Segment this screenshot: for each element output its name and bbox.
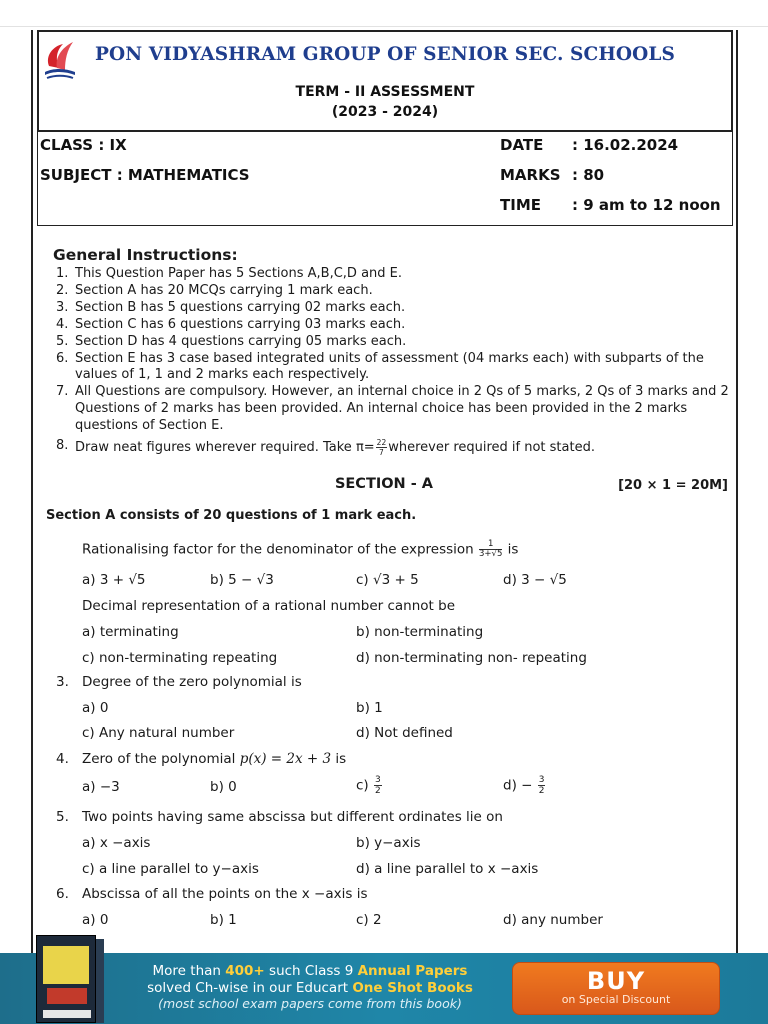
- assessment-title: TERM - II ASSESSMENT: [295, 84, 475, 100]
- class-info: CLASS : IX: [40, 136, 127, 154]
- promo-text: [112, 963, 508, 1013]
- q4-option-b: b) 0: [210, 779, 237, 795]
- question-5-number: 5.: [56, 809, 69, 825]
- subject-info: SUBJECT : MATHEMATICS: [40, 166, 250, 184]
- q1-option-c: c) √3 + 5: [356, 572, 419, 588]
- q5-option-b: b) y−axis: [356, 835, 421, 851]
- q5-option-c: c) a line parallel to y−axis: [82, 861, 259, 877]
- date-value: : 16.02.2024: [572, 136, 679, 154]
- instructions-list: [56, 266, 730, 457]
- q4-option-a: a) −3: [82, 779, 120, 795]
- polynomial-expression: p(x) = 2x + 3: [239, 751, 332, 767]
- time-label: TIME: [500, 196, 541, 214]
- book-stack-icon: [36, 935, 108, 1024]
- q6-option-d: d) any number: [503, 912, 603, 928]
- question-1: Rationalising factor for the denominator of the expression $\frac{1}{3+√5}$ is: [82, 539, 519, 559]
- q1-option-a: a) 3 + √5: [82, 572, 146, 588]
- q1-option-d: d) 3 − √5: [503, 572, 567, 588]
- question-5: Two points having same abscissa but different ordinates lie on: [82, 809, 503, 825]
- q3-option-b: b) 1: [356, 700, 383, 716]
- q6-option-a: a) 0: [82, 912, 109, 928]
- q4-option-d: d) − $\frac{3}{2}$: [503, 775, 545, 796]
- marks-value: : 80: [572, 166, 605, 184]
- buy-button[interactable]: [512, 962, 720, 1015]
- section-marks: [20 × 1 = 20M]: [618, 478, 728, 493]
- marks-label: MARKS: [500, 166, 561, 184]
- q6-option-b: b) 1: [210, 912, 237, 928]
- q5-option-d: d) a line parallel to x −axis: [356, 861, 539, 877]
- top-divider: [0, 26, 768, 27]
- q2-option-c: c) non-terminating repeating: [82, 650, 278, 666]
- question-6-number: 6.: [56, 886, 69, 902]
- q4-option-c: c) $\frac{3}{2}$: [356, 775, 381, 796]
- q3-option-c: c) Any natural number: [82, 725, 235, 741]
- pi-fraction: $\frac{22}{7}$: [376, 438, 387, 458]
- q6-option-c: c) 2: [356, 912, 382, 928]
- question-3: Degree of the zero polynomial is: [82, 674, 302, 690]
- buy-sublabel: on Special Discount: [561, 993, 671, 1006]
- q3-option-d: d) Not defined: [356, 725, 453, 741]
- q1-option-b: b) 5 − √3: [210, 572, 274, 588]
- instruction-item: 4. Section C has 6 questions carrying 03 marks each.: [56, 316, 406, 332]
- instruction-item: 1. This Question Paper has 5 Sections A,B,C,D and E.: [56, 266, 403, 281]
- instructions-title: General Instructions:: [53, 246, 238, 264]
- promo-line-2: solved Ch-wise in our Educart One Shot Books: [147, 979, 473, 996]
- q2-option-b: b) non-terminating: [356, 624, 484, 640]
- question-4-number: 4.: [56, 751, 69, 767]
- buy-label: BUY: [586, 967, 646, 995]
- instruction-item: 6. Section E has 3 case based integrated units of assessment (04 marks each) with subparts of the values of 1, 1 and 2 marks each respectively.: [56, 350, 704, 383]
- instruction-item: 2. Section A has 20 MCQs carrying 1 mark each.: [56, 282, 373, 298]
- instruction-item: 3. Section B has 5 questions carrying 02 marks each.: [56, 299, 406, 315]
- q2-option-d: d) non-terminating non- repeating: [356, 650, 587, 666]
- q3-option-a: a) 0: [82, 700, 109, 716]
- question-6: Abscissa of all the points on the x −axis is: [82, 886, 368, 902]
- instruction-item: 7. All Questions are compulsory. However, an internal choice in 2 Qs of 5 marks, 2 Qs of 3 marks and 2 Questions of 2 marks has been provided. An internal choice has been provided in the 2 marks questions of Section E.: [56, 384, 729, 434]
- instruction-item: 5. Section D has 4 questions carrying 05 marks each.: [56, 333, 407, 349]
- question-2: Decimal representation of a rational number cannot be: [82, 598, 456, 614]
- q1-fraction: $\frac{1}{3+√5}$: [479, 539, 503, 559]
- q5-option-a: a) x −axis: [82, 835, 151, 851]
- section-title: SECTION - A: [334, 476, 434, 492]
- promo-line-1: More than 400+ such Class 9 Annual Papers: [152, 963, 468, 979]
- date-label: DATE: [500, 136, 544, 154]
- time-value: : 9 am to 12 noon: [572, 196, 721, 214]
- academic-year: (2023 - 2024): [331, 104, 439, 120]
- q2-option-a: a) terminating: [82, 624, 179, 640]
- instruction-item: 8. Draw neat figures wherever required. Take π= $\frac{22}{7}$ wherever required if not stated.: [56, 438, 595, 458]
- header-box: [37, 30, 733, 132]
- question-4: Zero of the polynomial p(x) = 2x + 3 is: [82, 751, 347, 767]
- school-logo-icon: [43, 38, 77, 80]
- promo-line-3: (most school exam papers come from this book): [158, 996, 462, 1011]
- section-description: Section A consists of 20 questions of 1 mark each.: [46, 508, 417, 523]
- question-3-number: 3.: [56, 674, 69, 690]
- school-name: PON VIDYASHRAM GROUP OF SENIOR SEC. SCHOOLS: [95, 44, 675, 65]
